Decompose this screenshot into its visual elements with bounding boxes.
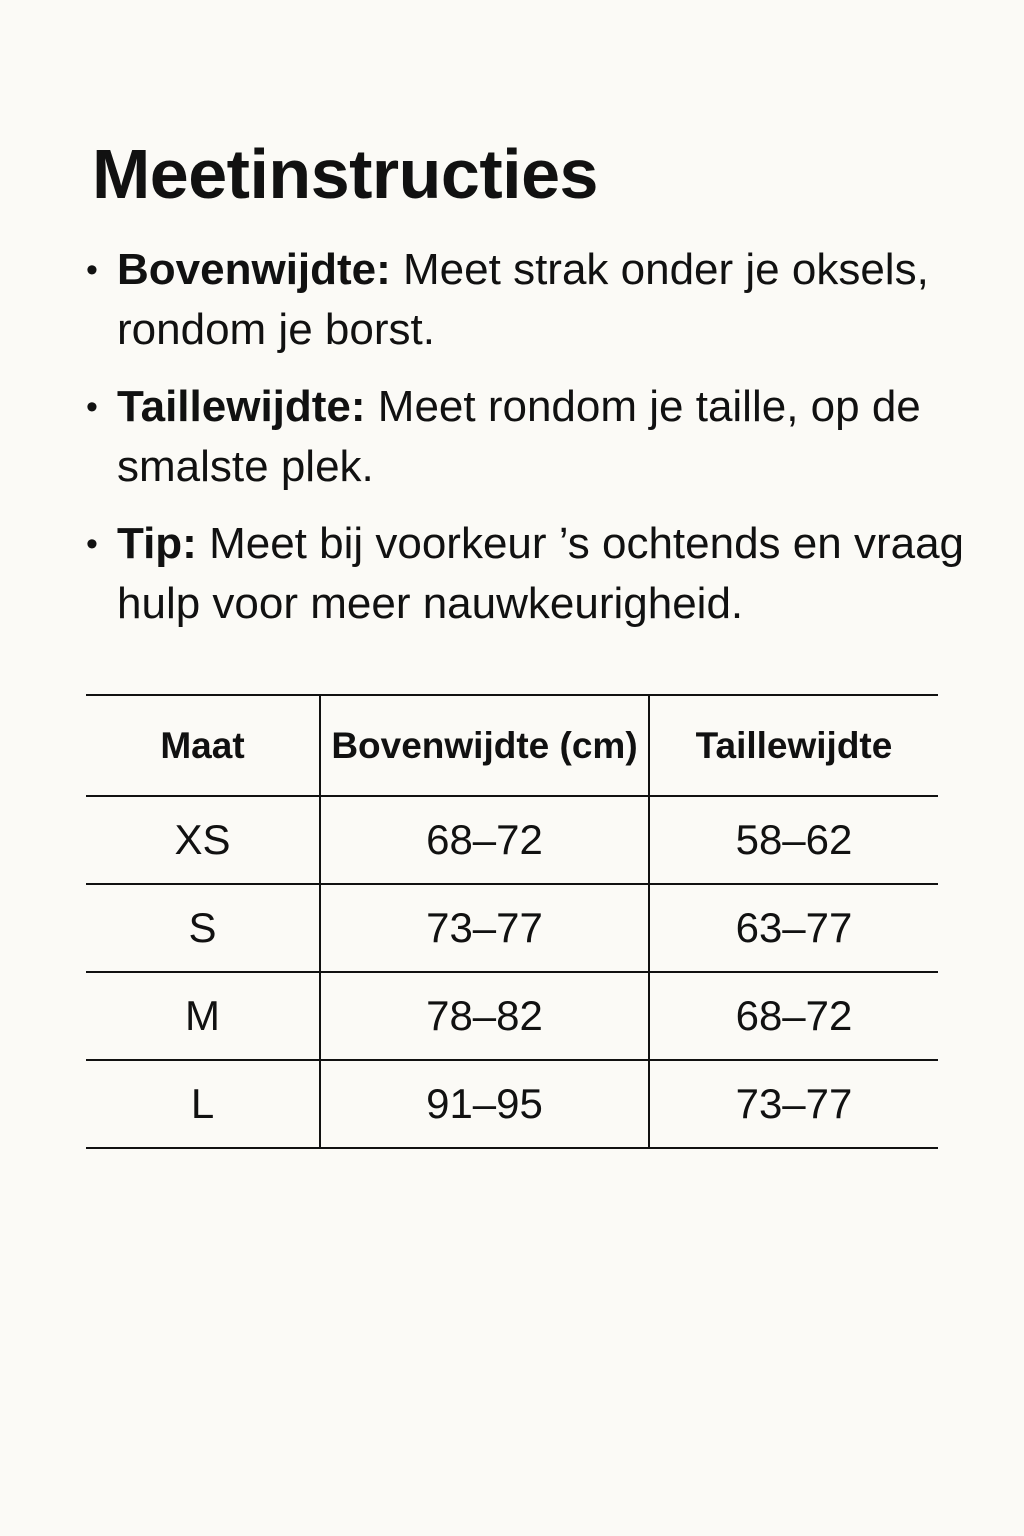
instruction-text: Meet bij voorkeur ’s ochtends en vraag hulp voor meer nauwkeurigheid. xyxy=(117,519,965,628)
bullet-icon: • xyxy=(86,251,98,289)
instruction-tip xyxy=(86,514,966,634)
instruction-text: Meet rondom je taille, op de smalste plek. xyxy=(117,382,921,491)
table-row xyxy=(86,972,938,1060)
instruction-term: Bovenwijdte: xyxy=(117,245,391,294)
instruction-term: Tip: xyxy=(117,519,197,568)
column-header-waist: Taillewijdte xyxy=(649,695,938,796)
chest-cell: 73–77 xyxy=(320,884,649,972)
bullet-icon: • xyxy=(86,525,98,563)
waist-cell: 68–72 xyxy=(649,972,938,1060)
chest-cell: 78–82 xyxy=(320,972,649,1060)
table-header-row xyxy=(86,695,938,796)
size-cell: L xyxy=(86,1060,320,1148)
size-cell: XS xyxy=(86,796,320,884)
column-header-chest: Bovenwijdte (cm) xyxy=(320,695,649,796)
table-row xyxy=(86,796,938,884)
waist-cell: 73–77 xyxy=(649,1060,938,1148)
size-cell: S xyxy=(86,884,320,972)
instruction-term: Taillewijdte: xyxy=(117,382,366,431)
instruction-text: Meet strak onder je oksels, rondom je borst. xyxy=(117,245,929,354)
column-header-size: Maat xyxy=(86,695,320,796)
waist-cell: 63–77 xyxy=(649,884,938,972)
table-row xyxy=(86,884,938,972)
waist-cell: 58–62 xyxy=(649,796,938,884)
bullet-icon: • xyxy=(86,388,98,426)
measuring-instructions-list xyxy=(86,240,966,651)
size-cell: M xyxy=(86,972,320,1060)
table-row xyxy=(86,1060,938,1148)
page-title: Meetinstructies xyxy=(92,135,598,213)
size-table xyxy=(86,694,938,1149)
chest-cell: 91–95 xyxy=(320,1060,649,1148)
instruction-chest xyxy=(86,240,966,360)
chest-cell: 68–72 xyxy=(320,796,649,884)
instruction-waist xyxy=(86,377,966,497)
